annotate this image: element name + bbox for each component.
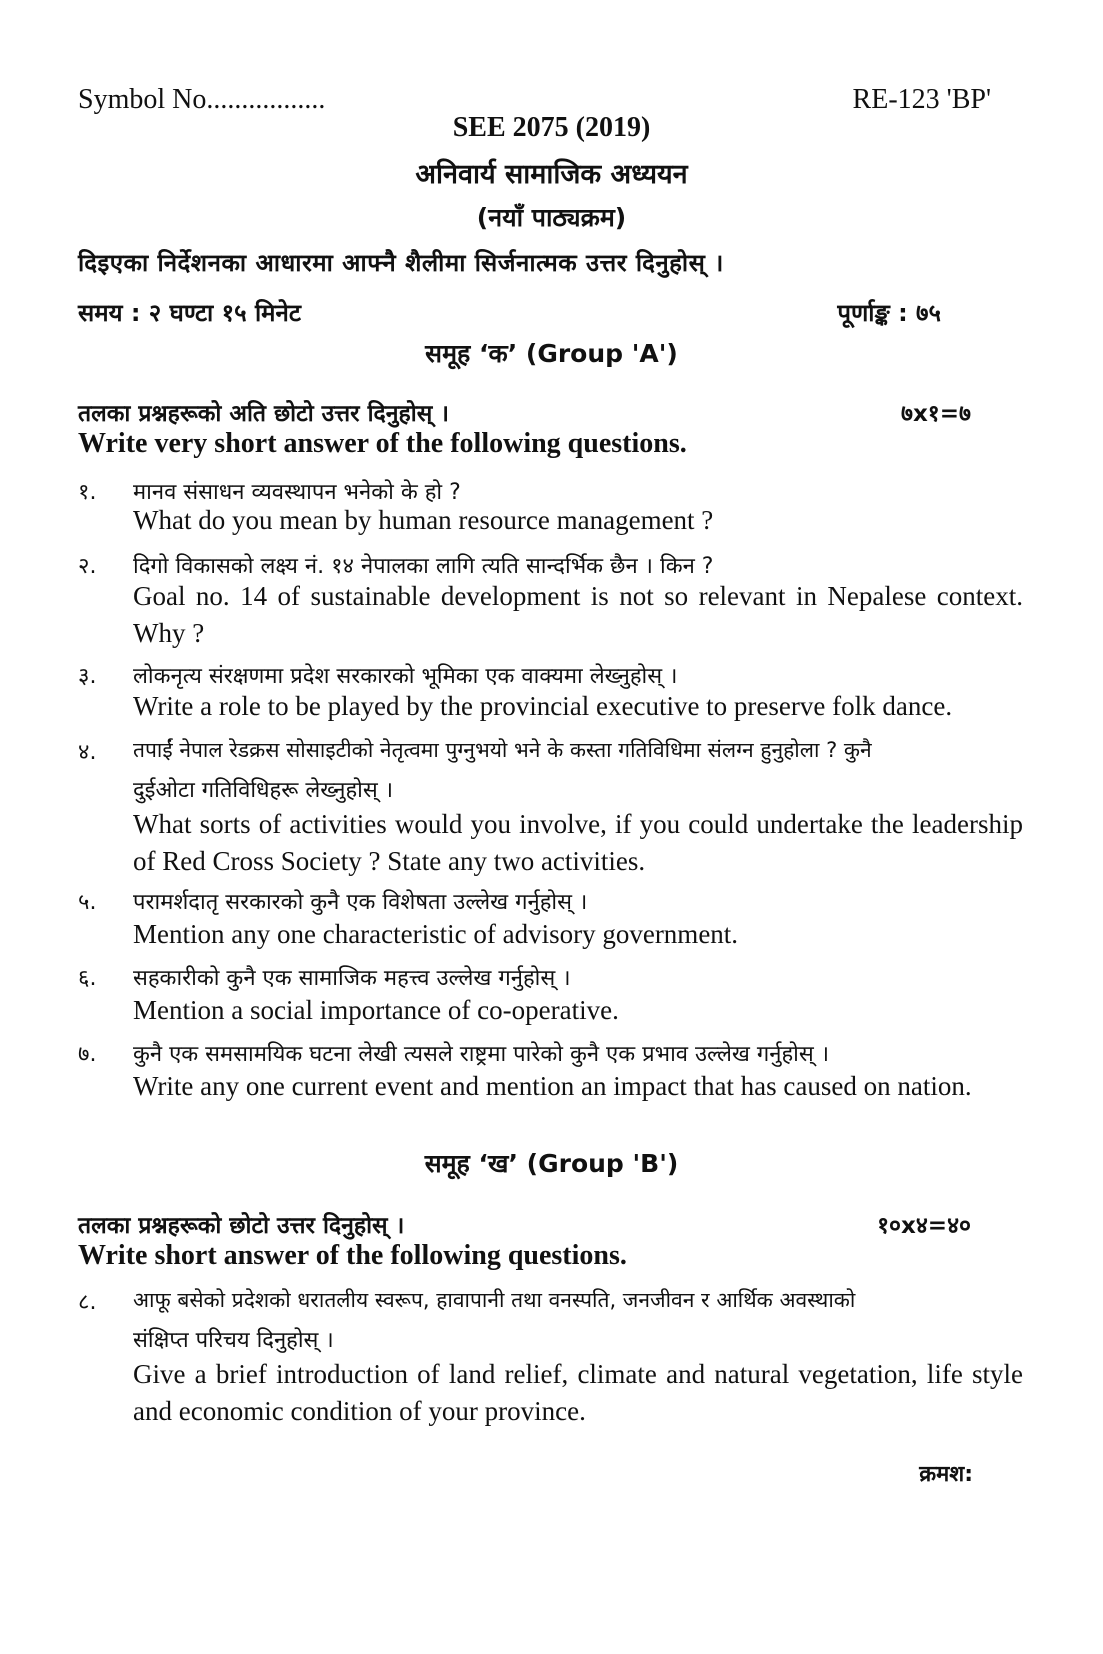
question-number: ४.	[78, 740, 97, 765]
question-number: ८.	[78, 1290, 97, 1315]
question-text-np-continued: संक्षिप्त परिचय दिनुहोस् ।	[133, 1328, 334, 1353]
group-b-instruction-en: Write short answer of the following questions.	[78, 1240, 627, 1271]
question-text-en: Give a brief introduction of land relief, climate and natural vegetation, life style and economic condition of your province.	[133, 1359, 1023, 1426]
question-number: ३.	[78, 664, 97, 689]
question-text-np: मानव संसाधन व्यवस्थापन भनेको के हो ?	[133, 480, 461, 505]
time-allowed: समय : २ घण्टा १५ मिनेट	[78, 299, 301, 327]
question-text-en: Write any one current event and mention an impact that has caused on nation.	[133, 1071, 972, 1101]
paper-code: RE-123 'BP'	[852, 84, 991, 115]
group-b-title-text: समूह ‘ख’ (Group 'B')	[424, 1149, 679, 1178]
question-text-np: तपाईं नेपाल रेडक्रस सोसाइटीको नेतृत्वमा पुग्नुभयो भने के कस्ता गतिविधिमा संलग्न हुनुहोला ? कुनै	[133, 738, 872, 762]
question-text-en: Goal no. 14 of sustainable development is not so relevant in Nepalese context. Why ?	[133, 581, 1023, 648]
full-marks: पूर्णाङ्क : ७५	[837, 299, 941, 327]
question-text-np: दिगो विकासको लक्ष्य नं. १४ नेपालका लागि त्यति सान्दर्भिक छैन । किन ?	[133, 554, 714, 579]
question-text-en: Mention any one characteristic of advisory government.	[133, 919, 739, 949]
group-a-title-text: समूह ‘क’ (Group 'A')	[425, 339, 678, 368]
group-b-instruction-np: तलका प्रश्नहरूको छोटो उत्तर दिनुहोस् ।	[78, 1213, 405, 1239]
group-a-title	[0, 336, 1103, 370]
group-a-instruction-en: Write very short answer of the following questions.	[78, 428, 687, 459]
question-text-en: What sorts of activities would you involve, if you could undertake the leadership of Red Cross Society ? State any two activities.	[133, 809, 1023, 876]
question-number: ५.	[78, 890, 97, 915]
question-number: ७.	[78, 1042, 97, 1067]
question-number: १.	[78, 480, 97, 505]
question-text-np: परामर्शदातृ सरकारको कुनै एक विशेषता उल्लेख गर्नुहोस् ।	[133, 890, 588, 915]
general-instruction: दिइएका निर्देशनका आधारमा आफ्नै शैलीमा सिर्जनात्मक उत्तर दिनुहोस् ।	[78, 249, 724, 277]
question-text-en: Mention a social importance of co-operative.	[133, 995, 619, 1025]
group-b-marks: १०x४=४०	[877, 1213, 971, 1239]
question-text-np: सहकारीको कुनै एक सामाजिक महत्त्व उल्लेख गर्नुहोस् ।	[133, 966, 571, 991]
exam-title: SEE 2075 (2019)	[452, 112, 651, 143]
symbol-number: Symbol No.................	[78, 84, 326, 115]
group-b-title	[0, 1146, 1103, 1180]
group-a-instruction-np: तलका प्रश्नहरूको अति छोटो उत्तर दिनुहोस् ।	[78, 401, 449, 427]
subject-title: अनिवार्य सामाजिक अध्ययन	[415, 159, 688, 190]
question-number: ६.	[78, 966, 97, 991]
continued-label: क्रमश:	[919, 1462, 973, 1487]
question-text-np: कुनै एक समसामयिक घटना लेखी त्यसले राष्ट्रमा पारेको कुनै एक प्रभाव उल्लेख गर्नुहोस् ।	[133, 1042, 830, 1067]
question-text-en: Write a role to be played by the provincial executive to preserve folk dance.	[133, 691, 953, 721]
question-text-np-continued: दुईओटा गतिविधिहरू लेख्नुहोस् ।	[133, 778, 394, 803]
curriculum-label: (नयाँ पाठ्यक्रम)	[476, 203, 627, 232]
group-a-marks: ७x१=७	[901, 401, 971, 427]
question-number: २.	[78, 554, 97, 579]
question-text-np: लोकनृत्य संरक्षणमा प्रदेश सरकारको भूमिका एक वाक्यमा लेख्नुहोस् ।	[133, 664, 678, 689]
question-text-np: आफू बसेको प्रदेशको धरातलीय स्वरूप, हावापानी तथा वनस्पति, जनजीवन र आर्थिक अवस्थाको	[133, 1288, 856, 1312]
question-text-en: What do you mean by human resource management ?	[133, 505, 714, 535]
